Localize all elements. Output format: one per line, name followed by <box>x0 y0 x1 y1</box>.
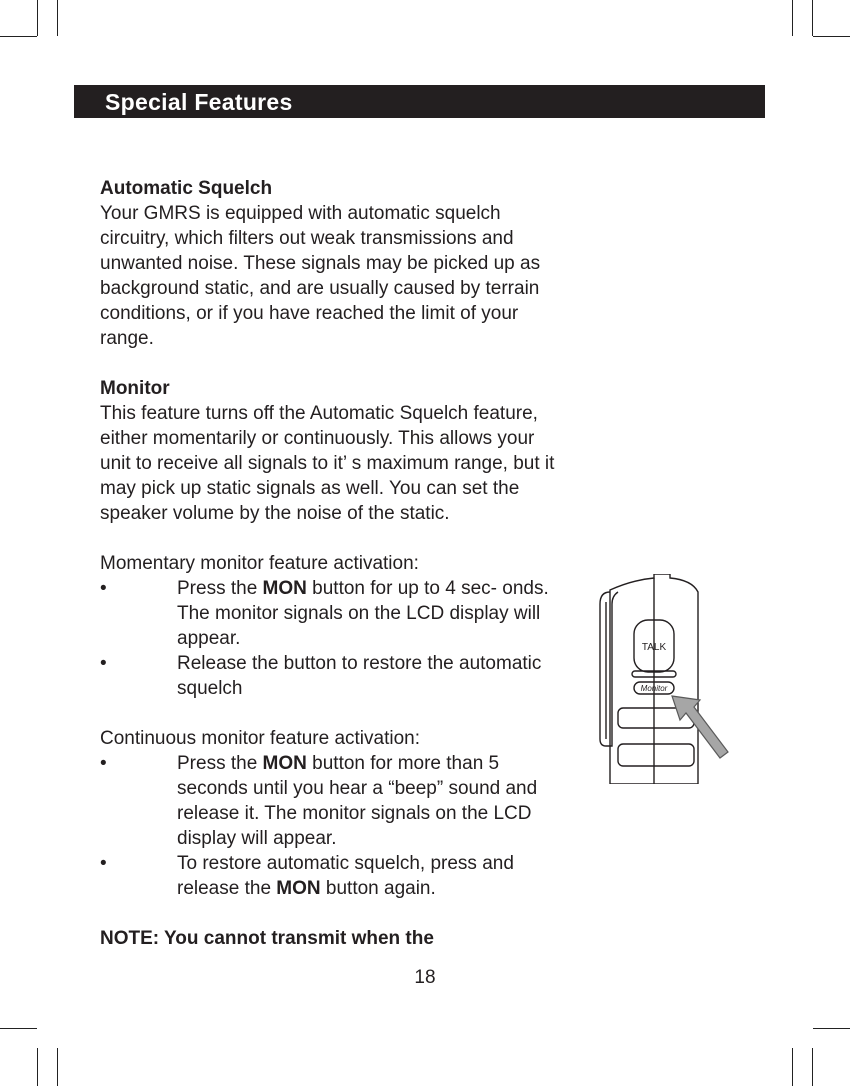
continuous-bullet-1 <box>100 751 570 851</box>
radio-illustration <box>592 574 732 784</box>
monitor-body: This feature turns off the Automatic Squelch feature, either momentarily or continuously. This allows your unit to receive all signals to it’ s maximum range, but it may pick up static signals as well. You can set the speaker volume by the noise of the static. <box>100 403 555 524</box>
bullet-text-pre: Press the <box>177 578 263 599</box>
page-content <box>100 176 570 951</box>
mon-keyword: MON <box>262 753 307 774</box>
squelch-body: Your GMRS is equipped with automatic squelch circuitry, which filters out weak transmissions and unwanted noise. These signals may be picked up as background static, and are usually caused by terrain conditions, or if you have reached the limit of your range. <box>100 203 541 349</box>
momentary-bullet-2 <box>100 651 570 701</box>
crop-mark <box>57 0 58 36</box>
crop-mark <box>37 1048 38 1086</box>
crop-mark <box>0 36 37 37</box>
crop-mark <box>37 0 38 36</box>
belt-clip-outline <box>600 592 618 746</box>
spacer <box>100 901 570 926</box>
bullet-dot: • <box>100 753 107 774</box>
bullet-text: Release the button to restore the automatic squelch <box>177 653 542 699</box>
squelch-title: Automatic Squelch <box>100 178 273 199</box>
crop-mark <box>792 0 793 36</box>
section-header-bar <box>74 85 765 118</box>
side-button-2 <box>618 744 694 766</box>
bullet-text-pre: Press the <box>177 753 263 774</box>
spacer <box>100 526 570 551</box>
page-number: 18 <box>414 967 436 988</box>
bullet-dot: • <box>100 853 107 874</box>
continuous-heading: Continuous monitor feature activation: <box>100 728 421 749</box>
bullet-text-pre: To restore automatic squelch, press and release the <box>177 853 514 899</box>
pointer-arrow-icon <box>672 696 728 758</box>
bullet-text-post: button again. <box>320 878 436 899</box>
monitor-label: Monitor <box>640 684 668 693</box>
momentary-heading: Momentary monitor feature activation: <box>100 553 419 574</box>
crop-mark <box>812 1048 813 1086</box>
bullet-dot: • <box>100 578 107 599</box>
crop-mark <box>57 1048 58 1086</box>
crop-mark <box>0 1028 37 1029</box>
talk-label: TALK <box>641 642 667 653</box>
continuous-bullet-2 <box>100 851 570 901</box>
note-text: NOTE: You cannot transmit when the <box>100 928 434 949</box>
crop-mark <box>813 36 850 37</box>
mon-keyword: MON <box>262 578 307 599</box>
radio-drawing <box>592 574 732 784</box>
crop-mark <box>813 1028 850 1029</box>
momentary-bullet-1 <box>100 576 570 651</box>
spacer <box>100 701 570 726</box>
page-title: Special Features <box>105 89 293 115</box>
bullet-text-post: button for up to 4 sec- onds. The monitor signals on the LCD display will appear. <box>177 578 549 649</box>
mon-keyword: MON <box>276 878 321 899</box>
spacer <box>100 351 570 376</box>
monitor-title: Monitor <box>100 378 170 399</box>
crop-mark <box>792 1048 793 1086</box>
bullet-text-post: button for more than 5 seconds until you hear a “beep” sound and release it. The monitor signals on the LCD display will appear. <box>177 753 538 849</box>
bullet-dot: • <box>100 653 107 674</box>
crop-mark <box>812 0 813 36</box>
